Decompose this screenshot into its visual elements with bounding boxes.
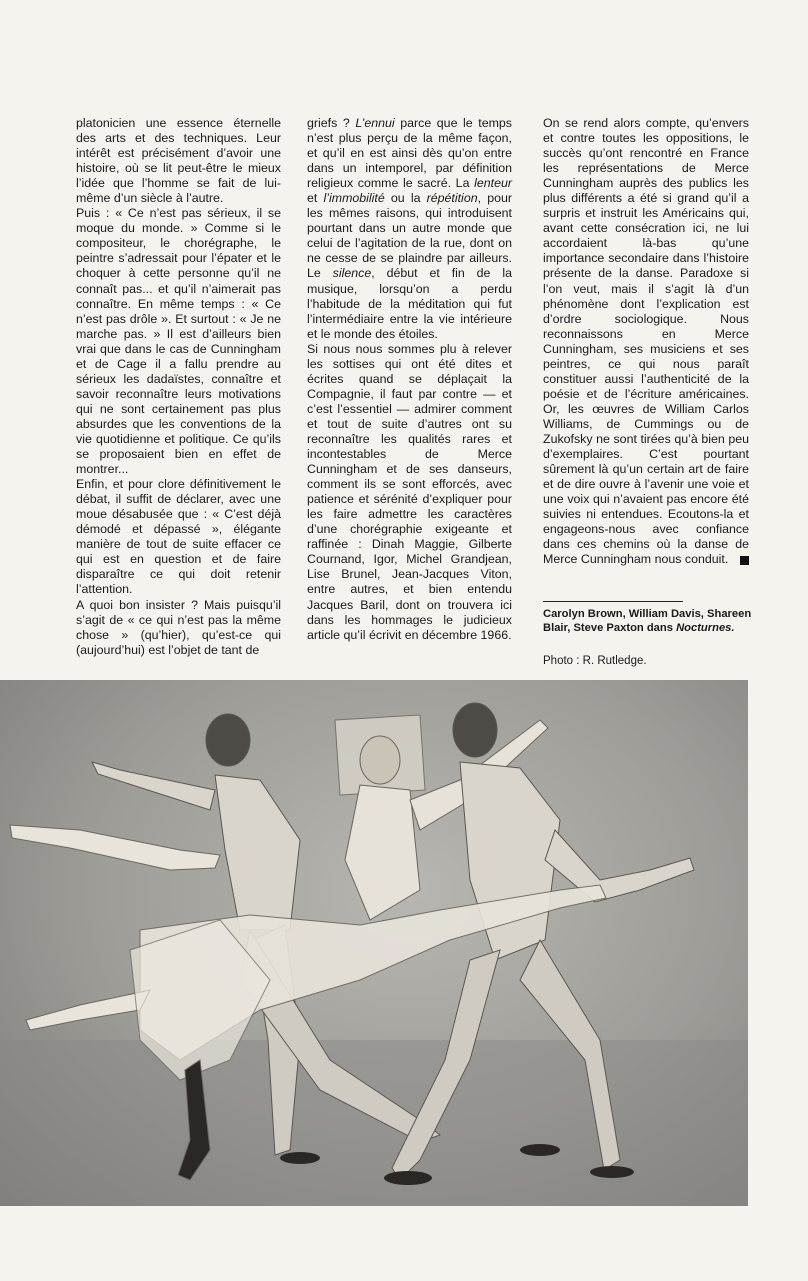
italic-text: L’ennui: [355, 116, 395, 130]
paragraph: [307, 116, 512, 342]
text-column-3: [543, 116, 749, 567]
caption-work-title: Nocturnes.: [676, 622, 735, 634]
paragraph: Si nous nous sommes plu à relever les sottises qui ont été dites et écrites quand se déplaçait la Compagnie, il faut par contre — et c’est l’essentiel — admirer comment et tout de suite d’autres ont su reconnaître les qualités rares et incontestables de Merce Cunningham et de ses danseurs, comment ils se sont efforcés, avec patience et sérénité d’expliquer pour les faire admettre les caractères d’une chorégraphie exigeante et raffinée : Dinah Maggie, Gilberte Cournand, Igor, Michel Grandjean, Lise Brunel, Jean-Jacques Viton, entre autres, et bien entendu Jacques Baril, dont on trouvera ici dans les hommages le judicieux article qu’il écrivit en décembre 1966.: [307, 341, 512, 642]
italic-text: l’immobilité: [323, 191, 385, 206]
end-of-article-mark: [740, 556, 749, 565]
paragraph: Enfin, et pour clore définitivement le débat, il suffit de déclarer, avec une moue désabusée que : « C’est déjà démodé et dépassé », élégante manière de tout de suite effacer ce qui est en question et de faire disparaître ce qui doit retenir l’attention.: [76, 477, 281, 597]
text-column-1: [76, 116, 281, 658]
text-column-2: [307, 116, 512, 643]
text-run: , début et fin de la musique, lorsqu’on a perdu l’habitude de la méditation qui fut l’intermédiaire entre la vie intérieure et le monde des étoiles.: [307, 266, 512, 341]
text-run: On se rend alors compte, qu’envers et contre toutes les oppositions, le succès qu’ont rencontré en France les représentations de Merce Cunningham auprès des publics les plus différents a été si grand qu’il a surpris et instruit les Américains qui, avant cette consécration ici, ne lui accordaient là-bas qu’une importance secondaire dans l’histoire présente de la danse. Paradoxe si l’on veut, mais il s’agit là d’un phénomène dont l’explication est d’ordre sociologique. Nous reconnaissons en Merce Cunningham, ses musiciens et ses peintres, ce qui nous paraît constituer aussi l’authenticité de la poésie et de l’écriture américaines. Or, les œuvres de William Carlos Williams, de Cummings ou de Zukofsky ne sont tirées qu’à bien peu d’exemplaires. C’est pourtant sûrement là qu’un certain art de faire et de dire ouvre à l’avenir une voie et une voix qui n’avaient pas encore été suivies ni entendues. Ecoutons-la et engageons-nous avec confiance dans ces chemins où la danse de Merce Cunningham nous conduit.: [543, 116, 749, 567]
text-run: griefs ?: [307, 116, 356, 130]
paragraph: platonicien une essence éternelle des arts et des techniques. Leur intérêt est précisément d’avoir une histoire, où se lit peut-être le mieux l’idée que l’homme se fait de lui-même d’un siècle à l’autre.: [76, 116, 281, 206]
paragraph: A quoi bon insister ? Mais puisqu’il s’agit de « ce qui n’est pas la même chose » (qu’hier), qu’est-ce qui (aujourd’hui) est l’objet de tant de: [76, 597, 281, 657]
text-run: , pour les mêmes raisons, qui introduisent pourtant dans un autre monde que celui de l’agitation de la rue, dont on ne cesse de se plaindre par ailleurs. Le: [307, 191, 512, 281]
italic-text: répétition: [426, 191, 478, 206]
italic-text: lenteur: [474, 176, 512, 191]
photo-credit: Photo : R. Rutledge.: [543, 655, 647, 667]
photo-caption: [543, 607, 753, 635]
paragraph: [543, 116, 749, 567]
text-run: parce que le temps n’est plus perçu de la même façon, et qu’il en est ainsi dès qu’on entre dans un intemporel, par définition religieux comme le sacré. La: [307, 116, 513, 191]
text-run: ou la: [384, 191, 427, 206]
dancers-illustration: [0, 680, 748, 1206]
caption-rule: [543, 601, 683, 602]
italic-text: silence: [332, 266, 372, 281]
dance-photograph: [0, 680, 748, 1206]
text-run: et: [307, 191, 324, 206]
caption-names: Carolyn Brown, William Davis, Shareen Blair, Steve Paxton dans: [543, 608, 752, 634]
paragraph: Puis : « Ce n’est pas sérieux, il se moque du monde. » Comme si le compositeur, le chorégraphe, le peintre s’adressait pour l’épater et le choquer à cette personne qu’il ne connaît pas... et qu’il n’aimerait pas connaître. En même temps : « Ce n’est pas drôle ». Et surtout : « Je ne marche pas. » Il est d’ailleurs bien vrai que dans le cas de Cunningham et de Cage il a fallu prendre au sérieux les dadaïstes, connaître et savoir reconnaître leurs motivations qui ne sont certainement pas plus absurdes que les conventions de la vie quotidienne et politique. Ce qu’ils se proposaient bien en effet de montrer...: [76, 206, 281, 477]
